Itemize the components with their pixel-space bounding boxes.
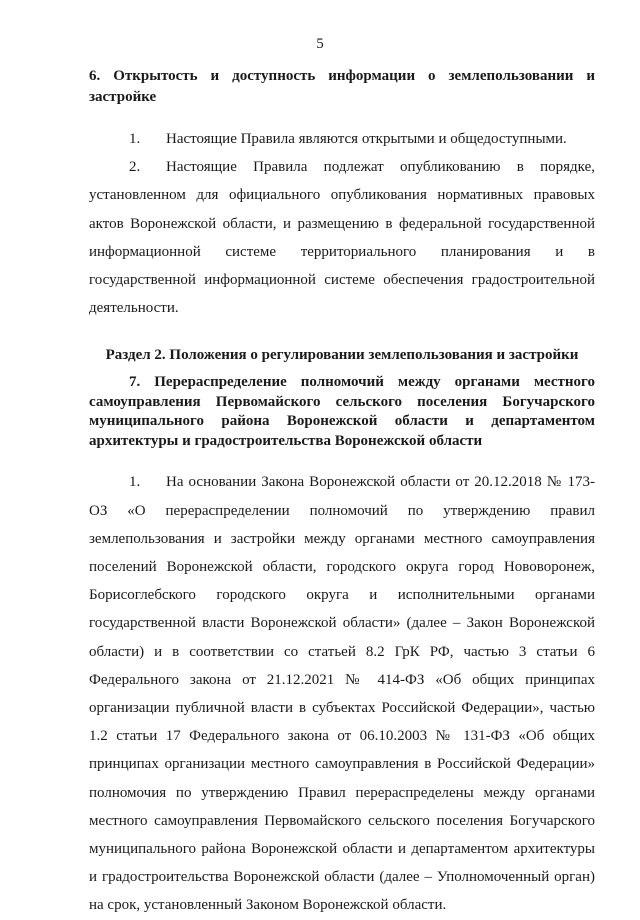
page-number: 5 <box>316 36 324 52</box>
item-text: Настоящие Правила являются открытыми и общедоступными. <box>166 131 567 147</box>
section-6-item-1 <box>89 125 595 153</box>
part-2-heading: Раздел 2. Положения о регулировании землепользования и застройки <box>105 347 579 364</box>
section-7-heading: 7. Перераспределение полномочий между органами местного самоуправления Первомайского сельского поселения Богучарского муниципального района Воронежской области и департаментом архитектуры и градостроительства Воронежской области <box>89 374 595 449</box>
section-6-item-2 <box>89 153 595 322</box>
item-number: 1. <box>129 131 141 147</box>
item-text: На основании Закона Воронежской области от 20.12.2018 № 173-ОЗ «О перераспределении полномочий по утверждению правил землепользования и застройки между органами местного самоуправления поселений Воронежской области, городского округа город Нововоронеж, Борисоглебского городского округа и исполнительными органами государственной власти Воронежской области» (далее – Закон Воронежской области) и в соответствии со статьей 8.2 ГрК РФ, частью 3 статьи 6 Федерального закона от 21.12.2021 № 414-ФЗ «Об общих принципах организации публичной власти в субъектах Российской Федерации», частью 1.2 статьи 17 Федерального закона от 06.10.2003 № 131-ФЗ «Об общих принципах организации местного самоуправления в Российской Федерации» полномочия по утверждению Правил перераспределены между органами местного самоуправления Первомайского сельского поселения Богучарского муниципального района Воронежской области и департаментом архитектуры и градостроительства Воронежской области (далее – Уполномоченный орган) на срок, установленный Законом Воронежской области. <box>89 474 595 914</box>
item-text: Настоящие Правила подлежат опубликованию в порядке, установленном для официального опубликования нормативных правовых актов Воронежской области, и размещению в федеральной государственной информационной системе территориального планирования и в государственной информационной системе обеспечения градостроительной деятельности. <box>89 159 595 317</box>
page-content <box>89 66 595 920</box>
section-7-item-1 <box>89 468 595 919</box>
item-number: 1. <box>129 474 141 491</box>
item-number: 2. <box>129 159 141 176</box>
section-6-heading: 6. Открытость и доступность информации о землепользовании и застройке <box>89 68 595 105</box>
